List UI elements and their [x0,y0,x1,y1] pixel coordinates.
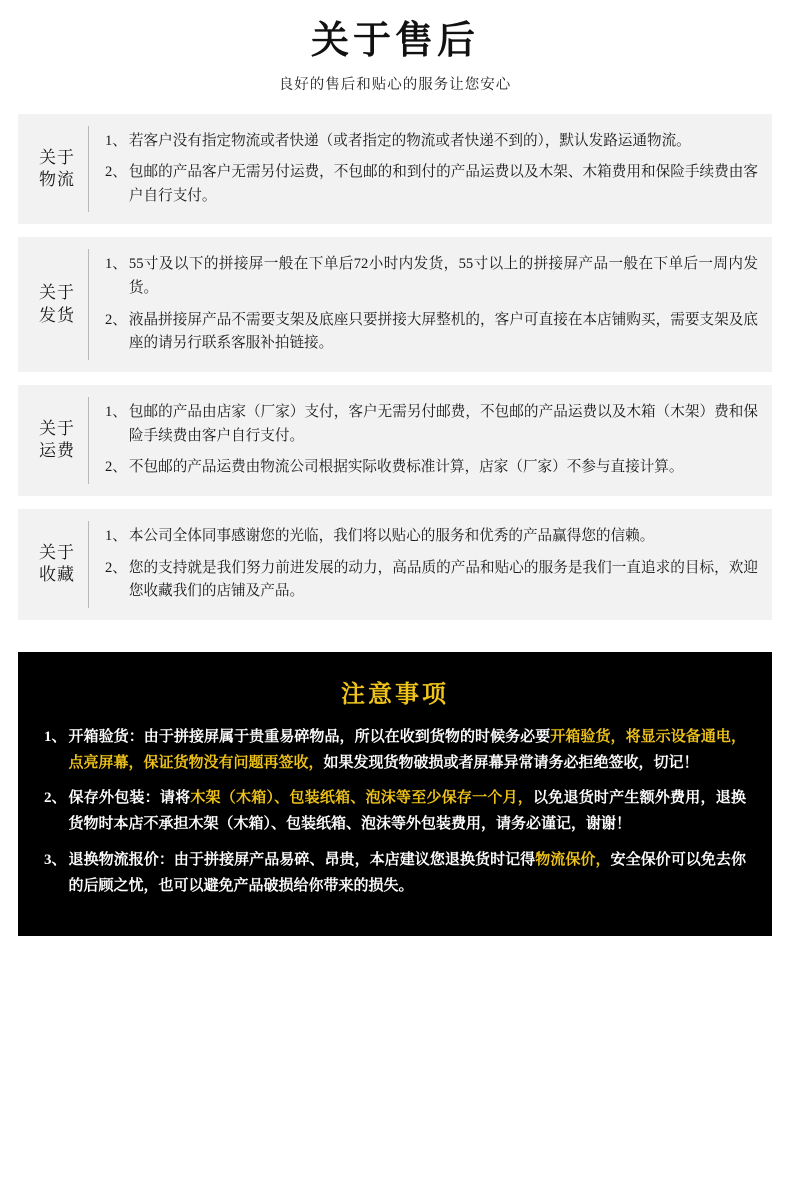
list-item [105,309,758,356]
section-freight [18,385,772,496]
notice-part-highlight: 物流保价， [535,852,611,869]
notice-item [44,725,746,777]
section-tag-shipping: 关于 发货 [26,249,89,360]
page-subtitle: 良好的售后和贴心的服务让您安心 [278,76,512,93]
section-body-shipping [89,249,758,360]
section-logistics [18,114,772,225]
notice-number: 1、 [44,728,67,745]
notice-block [18,652,772,936]
notice-lead: 保存外包装： [68,790,160,807]
bullet-number: 2、 [105,559,127,576]
section-tag-favorite: 关于 收藏 [26,521,89,608]
list-item [105,253,758,300]
section-favorite [18,509,772,620]
section-shipping [18,237,772,372]
notice-part: 如果发现货物破损或者屏幕异常请务必拒绝签收，切记！ [323,754,699,771]
notice-part: 请将 [159,790,191,807]
notice-item [44,848,746,900]
bullet-text: 本公司全体同事感谢您的光临，我们将以贴心的服务和优秀的产品赢得您的信赖。 [128,527,655,544]
info-sections [18,114,772,620]
bullet-number: 1、 [105,132,127,149]
notice-text [69,725,746,777]
bullet-number: 2、 [105,459,127,476]
bullet-text: 55寸及以下的拼接屏一般在下单后72小时内发货，55寸以上的拼接屏产品一般在下单后一周内发货。 [128,256,758,297]
list-item [105,456,758,480]
bullet-text: 不包邮的产品运费由物流公司根据实际收费标准计算，店家（厂家）不参与直接计算。 [128,459,684,476]
section-body-logistics [89,126,758,213]
notice-item [44,786,746,838]
notice-number: 2、 [44,790,67,807]
notice-lead: 开箱验货： [68,728,144,745]
notice-number: 3、 [44,852,67,869]
bullet-text: 包邮的产品客户无需另付运费，不包邮的和到付的产品运费以及木架、木箱费用和保险手续费由客户自行支付。 [128,164,758,204]
notice-part: 由于拼接屏产品易碎、昂贵，本店建议您退换货时记得 [173,852,536,869]
list-item [105,557,758,604]
notice-lead: 退换物流报价： [68,852,174,869]
notice-text [69,786,746,838]
bullet-number: 1、 [105,256,127,273]
page-header [18,0,772,94]
section-body-favorite [89,521,758,608]
section-tag-freight: 关于 运费 [26,397,89,484]
list-item [105,161,758,208]
bullet-number: 1、 [105,403,127,420]
bullet-text: 包邮的产品由店家（厂家）支付，客户无需另付邮费，不包邮的产品运费以及木箱（木架）费和保险手续费由客户自行支付。 [128,403,758,444]
bullet-text: 若客户没有指定物流或者快递（或者指定的物流或者快递不到的），默认发路运通物流。 [128,132,691,149]
notice-title: 注意事项 [341,681,449,708]
notice-text [69,848,746,900]
notice-part-highlight: 开箱验货，将显示设备通电，点亮屏幕，保证货物没有问题再签收， [68,728,746,771]
bullet-number: 2、 [105,164,127,181]
notice-part: 以免退货时产生额外费用，退换货物时本店不承担木架（木箱）、包装纸箱、泡沫等外包装费用，请务必谨记，谢谢！ [68,790,746,833]
page-title: 关于售后 [310,20,479,62]
bullet-number: 2、 [105,311,127,328]
notice-part: 由于拼接屏属于贵重易碎物品，所以在收到货物的时候务必要 [143,728,551,745]
list-item [105,401,758,448]
bullet-number: 1、 [105,527,127,544]
list-item [105,525,758,549]
notice-part-highlight: 木架（木箱）、包装纸箱、泡沫等至少保存一个月， [190,790,534,807]
bullet-text: 液晶拼接屏产品不需要支架及底座只要拼接大屏整机的，客户可直接在本店铺购买，需要支架及底座的请另行联系客服补拍链接。 [128,311,758,352]
section-tag-logistics: 关于 物流 [26,126,89,213]
list-item [105,130,758,154]
section-body-freight [89,397,758,484]
notice-part: 安全保价可以免去你的后顾之忧，也可以避免产品破损给你带来的损失。 [68,852,746,894]
bullet-text: 您的支持就是我们努力前进发展的动力，高品质的产品和贴心的服务是我们一直追求的目标，欢迎您收藏我们的店铺及产品。 [128,559,758,600]
